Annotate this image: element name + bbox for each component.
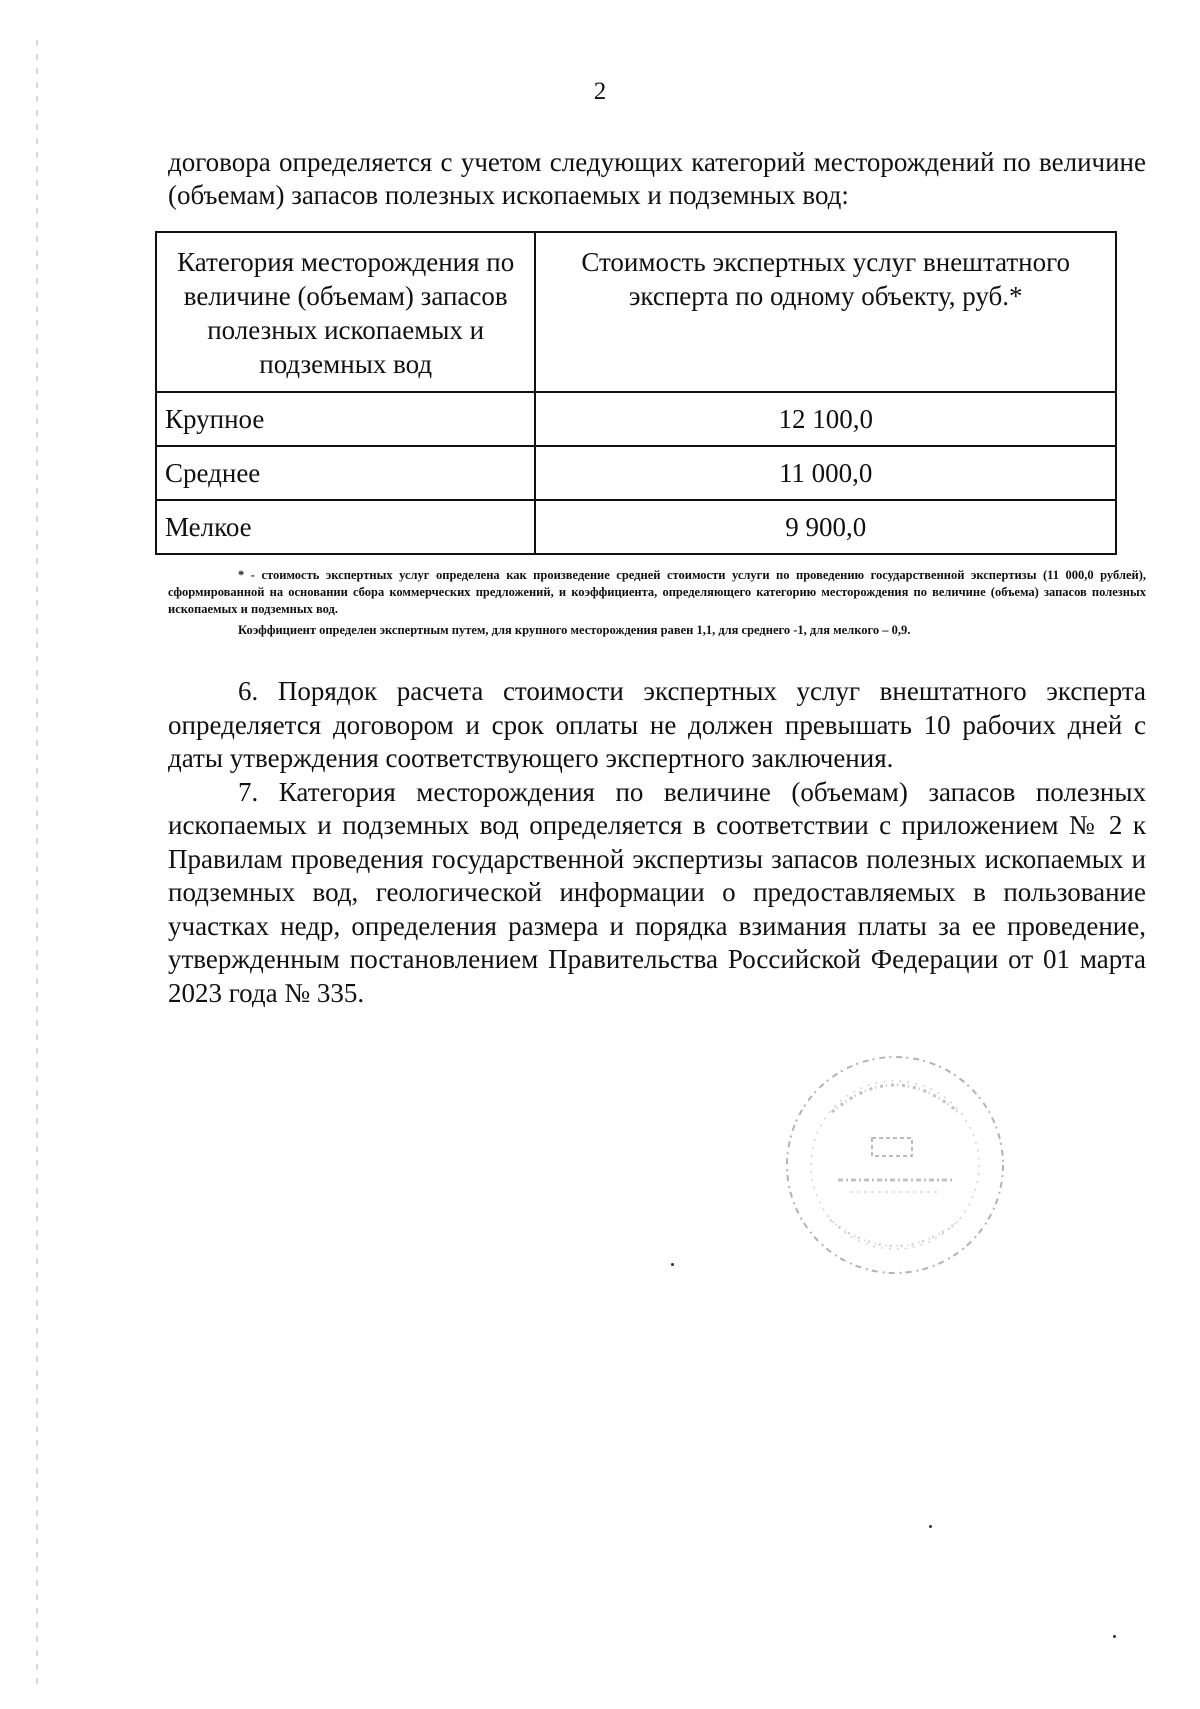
row-category-small: Мелкое [156,500,535,554]
cost-table [155,231,1117,555]
footnote-line-2: Коэффициент определен экспертным путем, для крупного месторождения равен 1,1, для среднего -1, для мелкого – 0,9. [238,623,911,637]
scan-speck [929,1525,932,1528]
row-cost-medium: 11 000,0 [535,446,1116,500]
scan-speck [1113,1635,1116,1638]
paragraph-7: 7. Категория месторождения по величине (объемам) запасов полезных ископаемых и подземных вод определяется в соответствии с приложением № 2 к Правилам проведения государственной экспертизы запасов полезных ископаемых и подземных вод, геологической информации о предоставляемых в пользование участках недр, определения размера и порядка взимания платы за ее проведение, утвержденным постановлением Правительства Российской Федерации от 01 марта 2023 года № 335. [168,776,1146,1008]
scan-speck [671,1263,674,1266]
scan-edge-artifact [36,40,38,1690]
table-header-row [156,232,1116,392]
row-category-medium: Среднее [156,446,535,500]
page-number: 2 [593,78,607,105]
row-cost-large: 12 100,0 [535,392,1116,446]
paragraph-6: 6. Порядок расчета стоимости экспертных услуг внештатного эксперта определяется договором и срок оплаты не должен превышать 10 рабочих дней с даты утверждения соответствующего экспертного заключения. [168,676,1146,773]
table-footnote [168,567,1146,639]
footnote-line-1: * - стоимость экспертных услуг определена как произведение средней стоимости услуги по проведению государственной экспертизы (11 000,0 рублей), сформированной на основании сбора коммерческих предложений, и коэффициента, определяющего категорию месторождения по величине (объема) запасов полезных ископаемых и подземных вод. [168,568,1146,616]
table-row [156,392,1116,446]
header-category: Категория месторождения по величине (объемам) запасов полезных ископаемых и подземных вод [156,232,535,392]
body-text [168,675,1146,1010]
row-category-large: Крупное [156,392,535,446]
table-row [156,500,1116,554]
table-row [156,446,1116,500]
faded-round-seal-icon [780,1050,1010,1280]
header-cost: Стоимость экспертных услуг внештатного эксперта по одному объекту, руб.* [535,232,1116,392]
row-cost-small: 9 900,0 [535,500,1116,554]
intro-paragraph: договора определяется с учетом следующих категорий месторождений по величине (объемам) запасов полезных ископаемых и подземных вод: [168,147,1146,210]
